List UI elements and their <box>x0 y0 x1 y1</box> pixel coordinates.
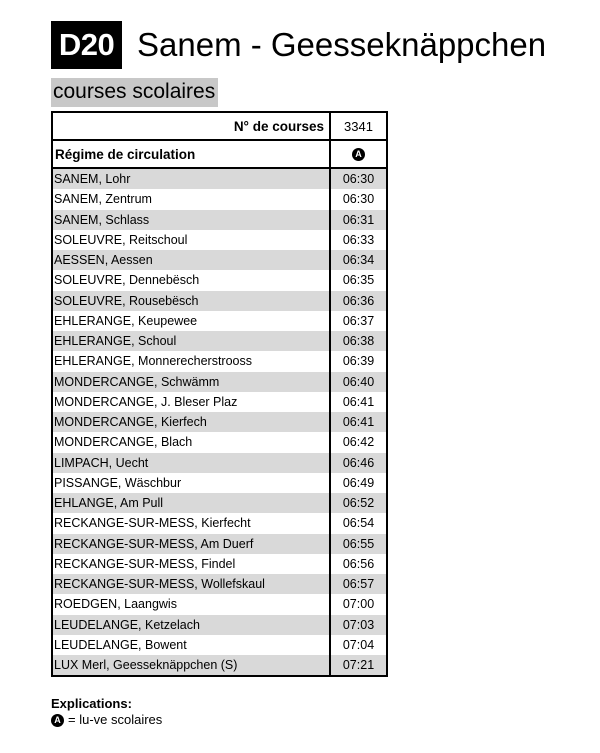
stop-name: LIMPACH, Uecht <box>53 453 331 473</box>
stop-row <box>53 210 386 230</box>
stop-row <box>53 594 386 614</box>
stop-time: 06:30 <box>342 192 375 207</box>
regime-label: Régime de circulation <box>53 141 331 167</box>
stop-row <box>53 615 386 635</box>
stop-time: 06:55 <box>342 536 375 551</box>
stop-name: RECKANGE-SUR-MESS, Wollefskaul <box>53 574 331 594</box>
stop-name: EHLERANGE, Keupewee <box>53 311 331 331</box>
stop-row <box>53 169 386 189</box>
stop-name: LEUDELANGE, Ketzelach <box>53 615 331 635</box>
stop-time: 06:54 <box>342 516 375 531</box>
stop-row <box>53 331 386 351</box>
stop-name: SANEM, Lohr <box>53 169 331 189</box>
line-badge: D20 <box>51 21 122 69</box>
stop-row <box>53 230 386 250</box>
courses-label: N° de courses <box>53 113 331 139</box>
stop-row <box>53 473 386 493</box>
stop-row <box>53 554 386 574</box>
regime-header-row <box>53 141 386 169</box>
stop-row <box>53 412 386 432</box>
stop-time: 06:38 <box>342 334 375 348</box>
stop-time: 06:36 <box>342 293 375 308</box>
courses-header-row <box>53 113 386 141</box>
stop-name: RECKANGE-SUR-MESS, Am Duerf <box>53 534 331 554</box>
stop-name: EHLANGE, Am Pull <box>53 493 331 513</box>
stop-name: AESSEN, Aessen <box>53 250 331 270</box>
stop-time: 06:34 <box>342 253 375 267</box>
explications-title: Explications: <box>51 696 132 711</box>
stop-name: SOLEUVRE, Reitschoul <box>53 230 331 250</box>
legend-text: = lu-ve scolaires <box>68 712 163 727</box>
stop-row <box>53 453 386 473</box>
stop-row <box>53 432 386 452</box>
legend-line <box>51 712 162 728</box>
stop-name: MONDERCANGE, Blach <box>53 432 331 452</box>
stop-name: SOLEUVRE, Rousebësch <box>53 291 331 311</box>
stop-rows <box>53 169 386 675</box>
course-number: 3341 <box>344 118 373 134</box>
stop-time: 06:39 <box>342 354 375 369</box>
stop-row <box>53 513 386 533</box>
stop-time: 06:31 <box>342 212 375 227</box>
stop-time: 06:30 <box>342 172 375 186</box>
stop-name: LUX Merl, Geesseknäppchen (S) <box>53 655 331 675</box>
stop-name: RECKANGE-SUR-MESS, Kierfecht <box>53 513 331 533</box>
stop-row <box>53 351 386 371</box>
stop-name: SOLEUVRE, Dennebësch <box>53 270 331 290</box>
stop-row <box>53 574 386 594</box>
stop-time: 06:40 <box>342 374 375 389</box>
timetable <box>51 111 388 677</box>
stop-row <box>53 270 386 290</box>
stop-name: ROEDGEN, Laangwis <box>53 594 331 614</box>
stop-name: SANEM, Zentrum <box>53 189 331 209</box>
route-title: Sanem - Geesseknäppchen <box>137 26 547 63</box>
stop-time: 06:56 <box>342 556 375 571</box>
stop-name: MONDERCANGE, Kierfech <box>53 412 331 432</box>
stop-name: LEUDELANGE, Bowent <box>53 635 331 655</box>
stop-time: 06:46 <box>342 455 375 470</box>
stop-time: 06:41 <box>342 394 375 409</box>
stop-row <box>53 250 386 270</box>
stop-time: 06:37 <box>342 313 375 328</box>
stop-row <box>53 392 386 412</box>
stop-name: SANEM, Schlass <box>53 210 331 230</box>
stop-time: 07:04 <box>342 637 375 652</box>
stop-row <box>53 635 386 655</box>
stop-row <box>53 655 386 675</box>
stop-row <box>53 311 386 331</box>
stop-time: 07:03 <box>342 617 375 632</box>
stop-time: 06:52 <box>342 496 375 510</box>
stop-row <box>53 189 386 209</box>
legend-a-icon: A <box>51 714 64 727</box>
stop-name: MONDERCANGE, Schwämm <box>53 372 331 392</box>
stop-name: MONDERCANGE, J. Bleser Plaz <box>53 392 331 412</box>
stop-row <box>53 372 386 392</box>
stop-name: RECKANGE-SUR-MESS, Findel <box>53 554 331 574</box>
stop-time: 06:33 <box>342 232 375 247</box>
regime-cell <box>331 141 386 167</box>
stop-name: EHLERANGE, Schoul <box>53 331 331 351</box>
regime-a-icon: A <box>352 148 365 161</box>
timetable-header <box>51 21 546 69</box>
stop-time: 06:49 <box>342 475 375 490</box>
stop-time: 07:21 <box>342 658 375 672</box>
service-subtitle: courses scolaires <box>51 78 218 107</box>
stop-time: 06:57 <box>342 577 375 591</box>
stop-time: 06:41 <box>342 415 375 429</box>
stop-time: 06:42 <box>342 435 375 450</box>
stop-time: 07:00 <box>342 597 375 612</box>
stop-row <box>53 534 386 554</box>
stop-row <box>53 291 386 311</box>
stop-row <box>53 493 386 513</box>
stop-time: 06:35 <box>342 273 375 288</box>
stop-name: PISSANGE, Wäschbur <box>53 473 331 493</box>
explications <box>51 696 162 728</box>
stop-name: EHLERANGE, Monnerecherstrooss <box>53 351 331 371</box>
